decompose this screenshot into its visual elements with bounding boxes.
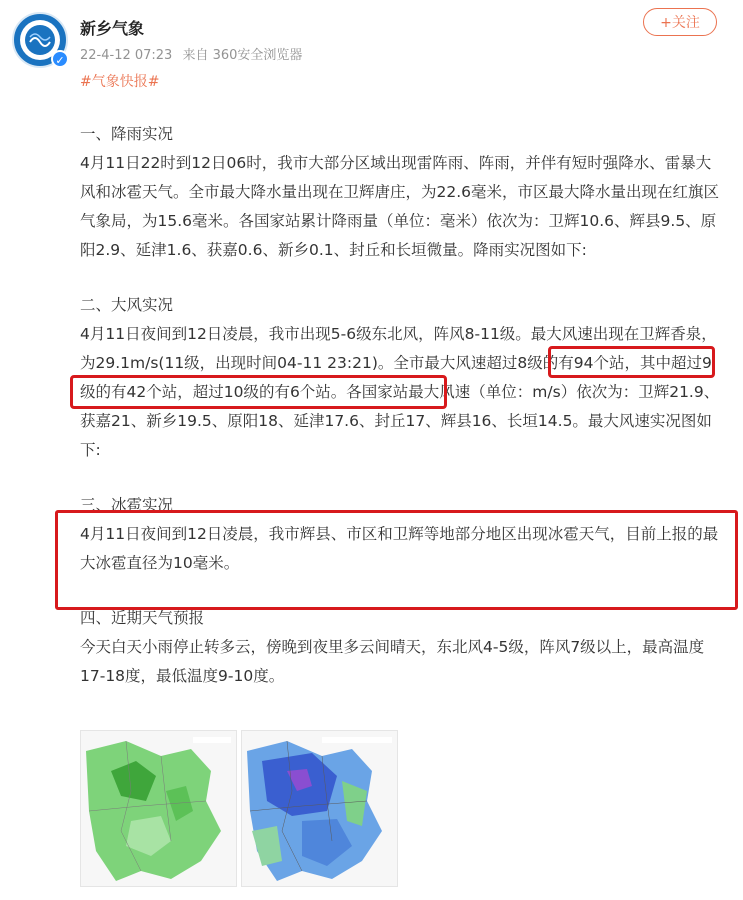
section-text: 4月11日22时到12日06时，我市大部分区域出现雷阵雨、阵雨，并伴有短时强降水、雷暴大风和冰雹天气。全市最大降水量出现在卫辉唐庄，为22.6毫米，市区最大降水量出现在红旗区气象局，为15.6毫米。各国家站累计降雨量（单位：毫米）依次为：卫辉10.6、辉县9.5、原阳2.9、延津1.6、获嘉0.6、新乡0.1、封丘和长垣微量。降雨实况图如下: <box>80 154 720 259</box>
section-heading: 四、近期天气预报 <box>80 609 205 627</box>
section-text: 4月11日夜间到12日凌晨，我市辉县、市区和卫辉等地部分地区出现冰雹天气，目前上报的最大冰雹直径为10毫米。 <box>80 525 719 572</box>
highlight-box-max-wind-value <box>70 375 447 409</box>
post-date: 22-4-12 07:23 <box>80 48 173 63</box>
account-name[interactable]: 新乡气象 <box>80 19 145 38</box>
highlight-box-hail-section <box>55 510 738 610</box>
section-heading: 二、大风实况 <box>80 296 174 314</box>
post-meta <box>80 44 308 63</box>
section-heading: 一、降雨实况 <box>80 125 174 143</box>
rainfall-map-image[interactable] <box>80 730 237 887</box>
wind-speed-map-image[interactable] <box>241 730 398 887</box>
section-heading: 三、冰雹实况 <box>80 496 174 514</box>
follow-button[interactable]: +关注 <box>643 8 717 36</box>
section-text: 4月11日夜间到12日凌晨，我市出现5-6级东北风，阵风8-11级。最大风速出现在卫辉香泉，为29.1m/s(11级，出现时间04-11 23:21)。全市最大风速超过8级的有94个站，其中超过9级的有42个站，超过10级的有6个站。各国家站最大风速（单位：m/s）依次为：卫辉21.9、获嘉21、新乡19.5、原阳18、延津17.6、封丘17、辉县16、长垣14.5。最大风速实况图如下: <box>80 325 720 459</box>
hashtag-link[interactable]: #气象快报# <box>80 74 160 90</box>
highlight-box-max-wind <box>548 346 715 378</box>
verified-badge-icon: ✓ <box>51 50 69 68</box>
post-source: 来自 360安全浏览器 <box>182 48 303 63</box>
section-text: 今天白天小雨停止转多云，傍晚到夜里多云间晴天，东北风4-5级，阵风7级以上，最高温度17-18度，最低温度9-10度。 <box>80 638 705 685</box>
